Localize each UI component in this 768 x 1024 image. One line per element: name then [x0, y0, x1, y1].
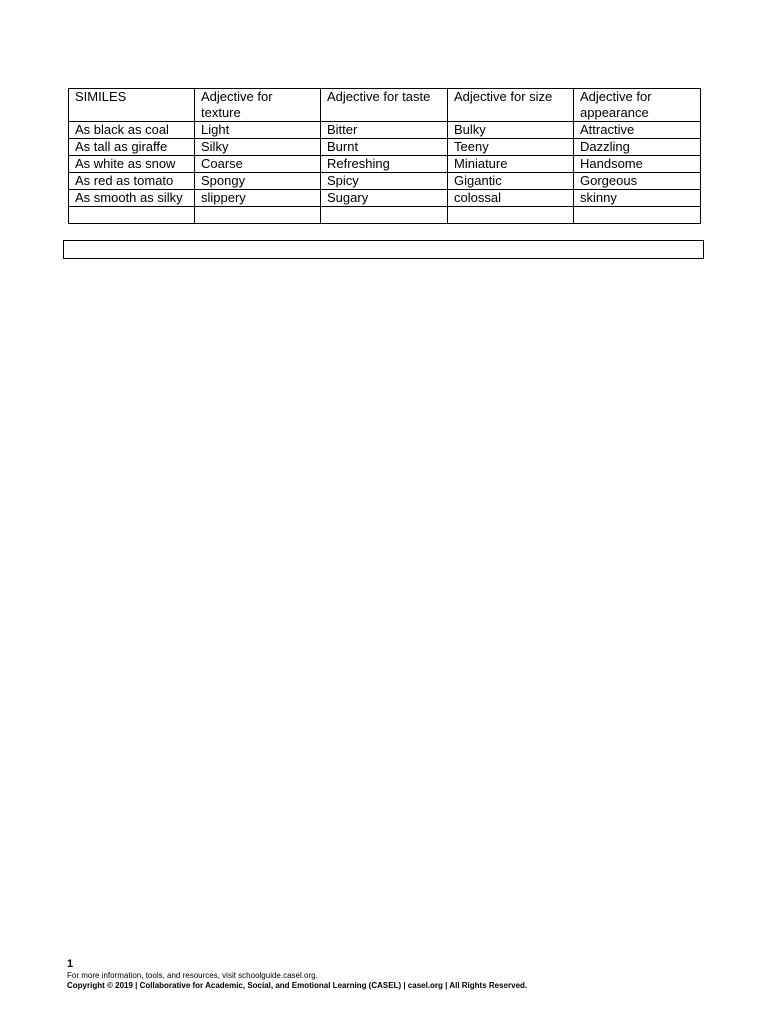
table-row [69, 122, 701, 139]
footer-info-text: For more information, tools, and resources, visit schoolguide.casel.org. [67, 971, 318, 980]
table-cell: Gorgeous [574, 173, 701, 190]
page-number: 1 [67, 958, 74, 970]
header-texture: Adjective for texture [195, 89, 321, 122]
page-footer [67, 958, 707, 991]
table-cell: Miniature [448, 156, 574, 173]
table-cell: Spongy [195, 173, 321, 190]
table-cell [448, 207, 574, 224]
header-taste: Adjective for taste [321, 89, 448, 122]
table-row [69, 156, 701, 173]
table-cell: Bitter [321, 122, 448, 139]
table-cell [321, 207, 448, 224]
table-cell: As white as snow [69, 156, 195, 173]
table-cell [69, 207, 195, 224]
table-cell: As tall as giraffe [69, 139, 195, 156]
table-cell: Silky [195, 139, 321, 156]
similes-table [68, 88, 701, 224]
table-cell: Bulky [448, 122, 574, 139]
table-cell: skinny [574, 190, 701, 207]
table-cell: Coarse [195, 156, 321, 173]
table-cell: Teeny [448, 139, 574, 156]
table-cell: Attractive [574, 122, 701, 139]
table-cell: Dazzling [574, 139, 701, 156]
table-header-row [69, 89, 701, 122]
table-cell: Burnt [321, 139, 448, 156]
table-cell: Gigantic [448, 173, 574, 190]
table-cell [195, 207, 321, 224]
table-row [69, 139, 701, 156]
footer-copyright: Copyright © 2019 | Collaborative for Academic, Social, and Emotional Learning (CASEL) | casel.org | All Rights Reserved. [67, 981, 528, 990]
table-cell: Refreshing [321, 156, 448, 173]
table-cell: Sugary [321, 190, 448, 207]
header-similes: SIMILES [69, 89, 195, 122]
table-cell: slippery [195, 190, 321, 207]
table-cell: As black as coal [69, 122, 195, 139]
table-cell: colossal [448, 190, 574, 207]
table-cell: Light [195, 122, 321, 139]
table-cell [574, 207, 701, 224]
table-cell: As smooth as silky [69, 190, 195, 207]
table-cell: Spicy [321, 173, 448, 190]
empty-text-box [63, 240, 704, 259]
header-appearance: Adjective for appearance [574, 89, 701, 122]
table-cell: Handsome [574, 156, 701, 173]
header-size: Adjective for size [448, 89, 574, 122]
table-row [69, 173, 701, 190]
table-cell: As red as tomato [69, 173, 195, 190]
table-row-empty [69, 207, 701, 224]
table-row [69, 190, 701, 207]
